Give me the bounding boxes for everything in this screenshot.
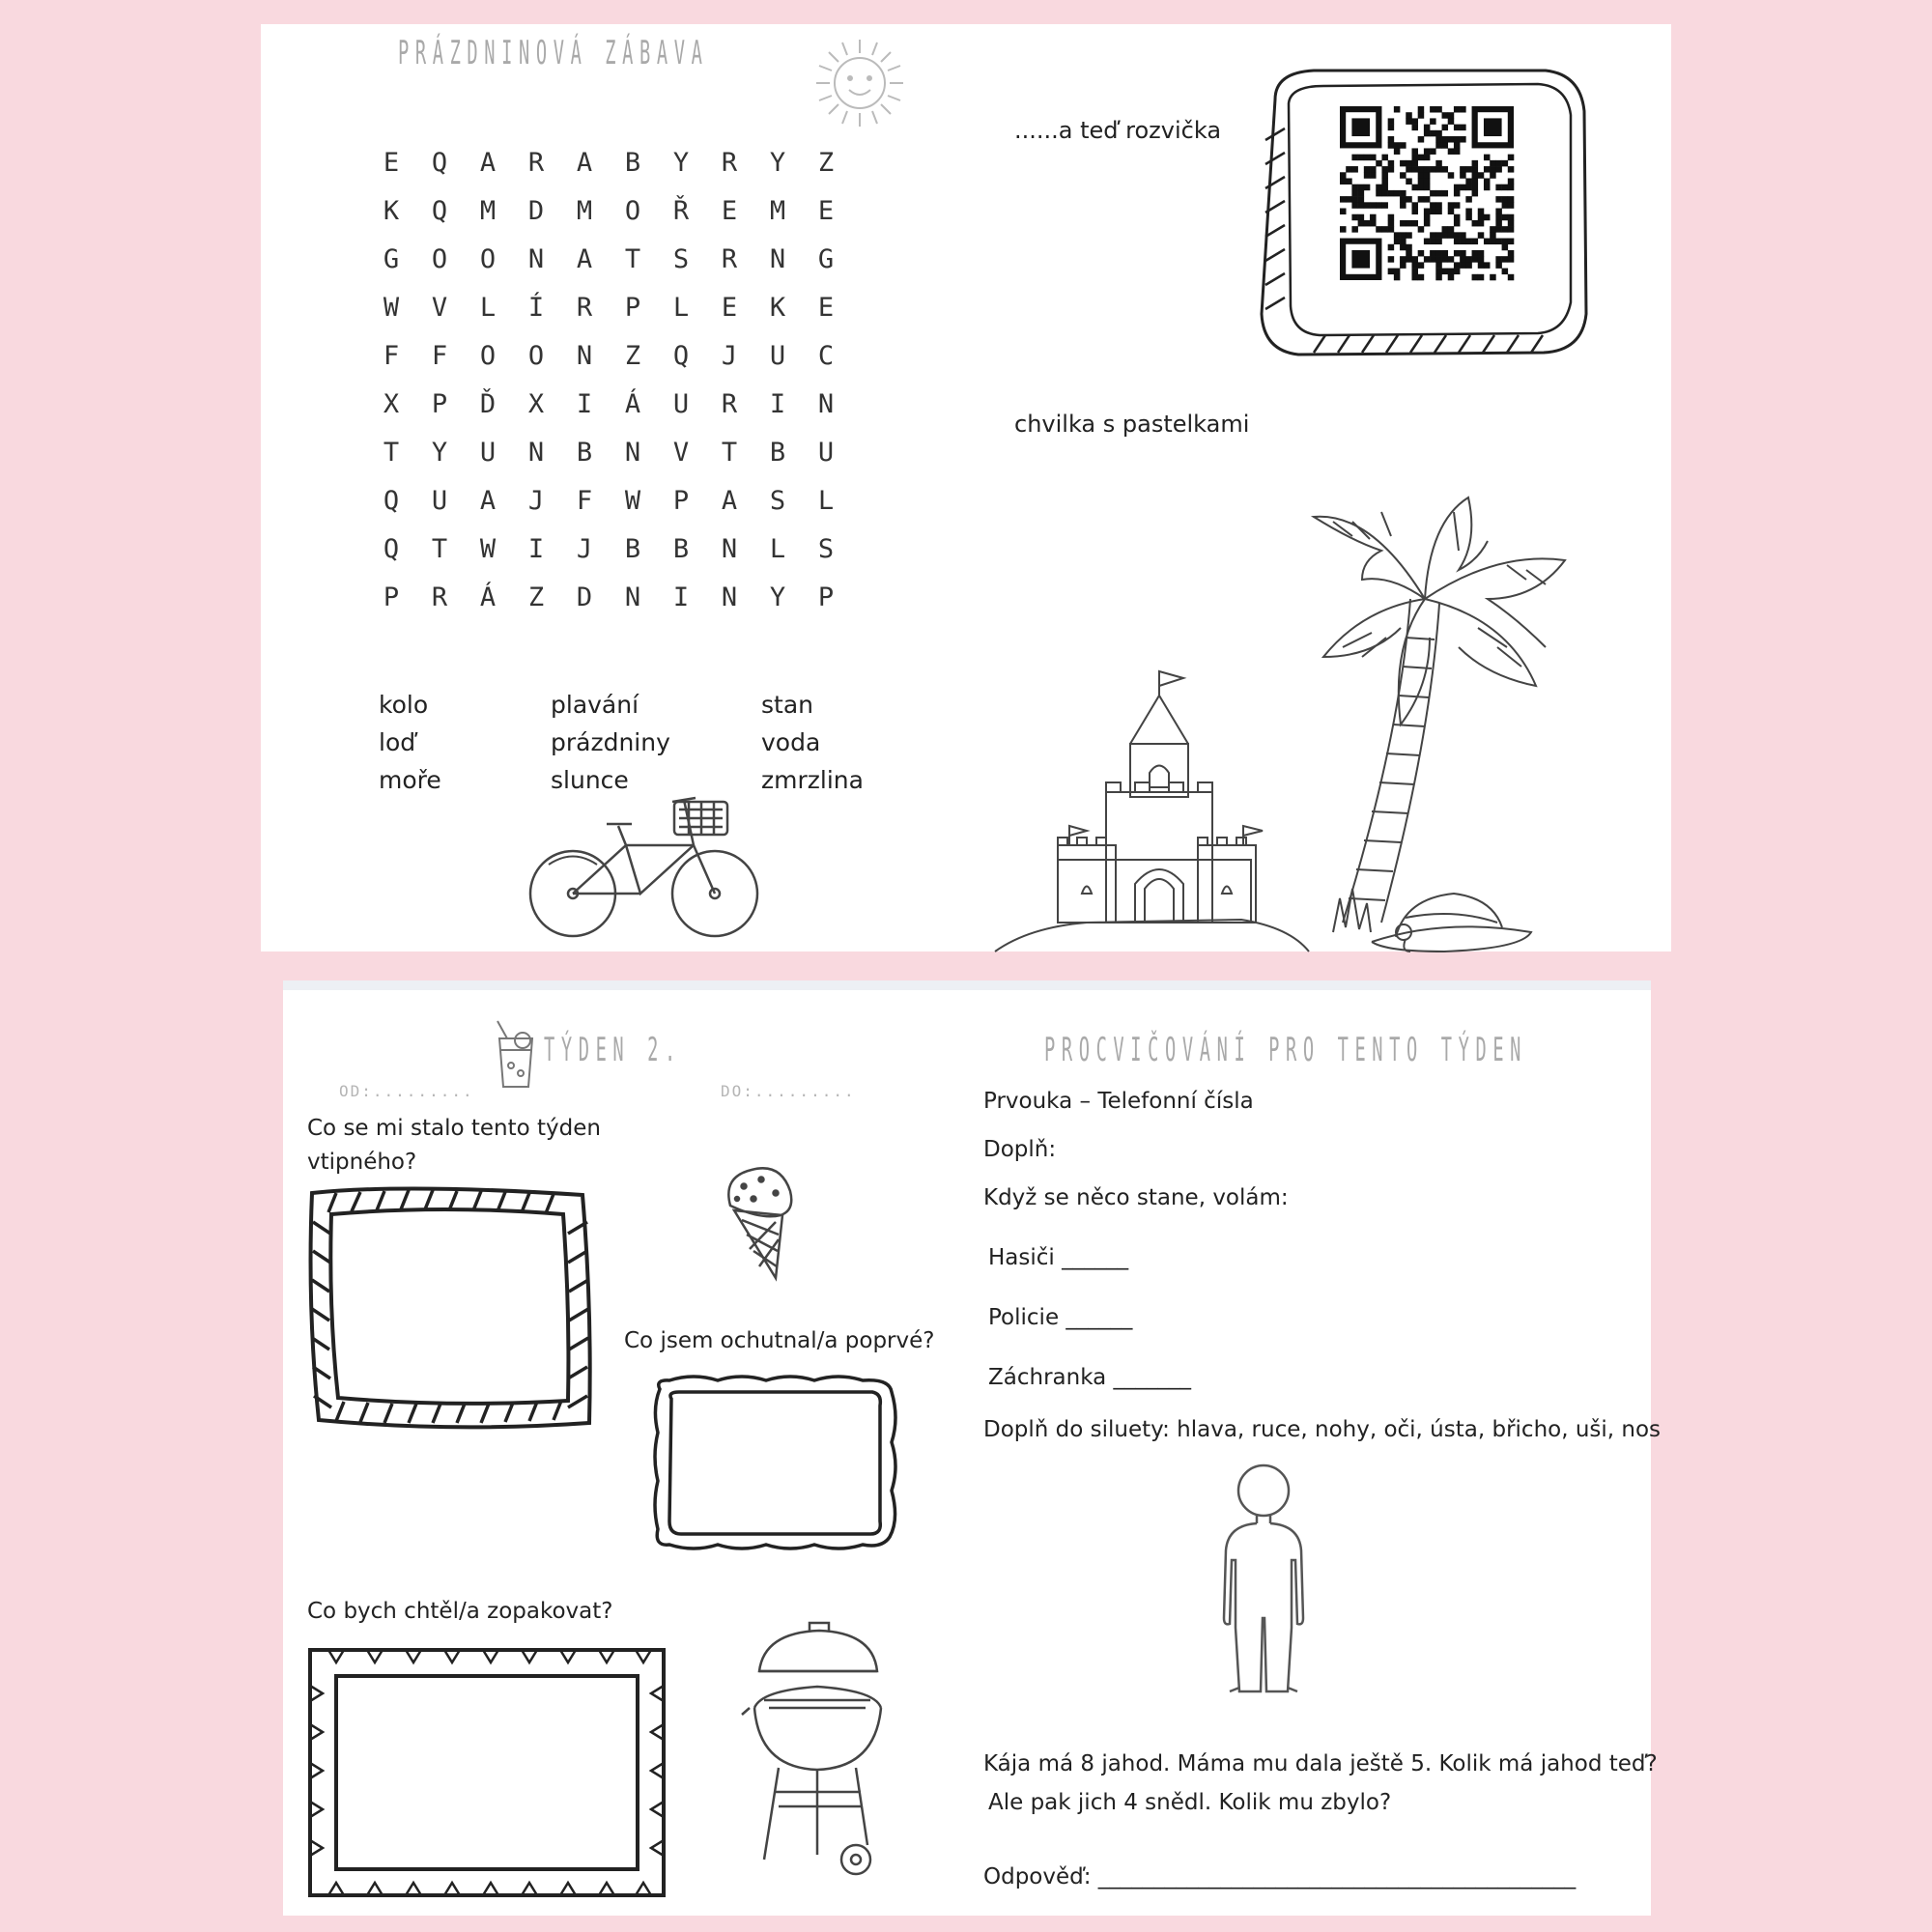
word-list-col3 — [761, 686, 864, 799]
grid-row — [367, 486, 850, 534]
grid-cell[interactable]: V — [672, 438, 690, 468]
grid-row — [367, 244, 850, 293]
word-item: zmrzlina — [761, 766, 864, 794]
sun-hat-illustration — [1328, 879, 1560, 956]
grid-cell[interactable]: W — [479, 534, 497, 564]
grid-cell[interactable]: U — [817, 438, 835, 468]
word-problem-line2: Ale pak jich 4 snědl. Kolik mu zbylo? — [988, 1790, 1392, 1815]
grid-cell[interactable]: Í — [527, 293, 545, 323]
grid-cell[interactable]: U — [769, 341, 786, 371]
grid-cell[interactable]: L — [479, 293, 497, 323]
silueta-instruction: Doplň do siluety: hlava, ruce, nohy, oči, ústa, břicho, uši, nos — [983, 1417, 1662, 1442]
week-title: TÝDEN 2. — [544, 1031, 682, 1069]
grid-cell[interactable]: U — [431, 486, 448, 516]
answer-box-taste[interactable] — [650, 1375, 901, 1553]
grid-cell[interactable]: R — [721, 148, 738, 178]
grid-cell[interactable]: L — [817, 486, 835, 516]
grid-cell[interactable]: O — [431, 244, 448, 274]
grid-cell[interactable]: Á — [624, 389, 641, 419]
grid-row — [367, 389, 850, 438]
grid-cell[interactable]: N — [721, 534, 738, 564]
grid-cell[interactable]: W — [383, 293, 400, 323]
grid-cell[interactable]: N — [576, 341, 593, 371]
grid-cell[interactable]: I — [769, 389, 786, 419]
grid-cell[interactable]: R — [576, 293, 593, 323]
word-item: moře — [379, 766, 441, 794]
grid-cell[interactable]: W — [624, 486, 641, 516]
grid-cell[interactable]: P — [817, 582, 835, 612]
ice-cream-icon — [723, 1162, 795, 1283]
grid-cell[interactable]: D — [576, 582, 593, 612]
grid-cell[interactable]: E — [817, 293, 835, 323]
grid-cell[interactable]: Y — [672, 148, 690, 178]
grid-cell[interactable]: I — [672, 582, 690, 612]
grid-cell[interactable]: J — [721, 341, 738, 371]
grid-cell[interactable]: K — [383, 196, 400, 226]
grid-cell[interactable]: E — [721, 196, 738, 226]
grid-cell[interactable]: T — [721, 438, 738, 468]
grid-cell[interactable]: T — [624, 244, 641, 274]
page-title: PRÁZDNINOVÁ ZÁBAVA — [398, 34, 709, 72]
grid-cell[interactable]: I — [527, 534, 545, 564]
grid-cell[interactable]: Q — [383, 534, 400, 564]
grid-cell[interactable]: D — [527, 196, 545, 226]
word-problem-line1: Kája má 8 jahod. Máma mu dala ještě 5. Kolik má jahod teď? — [983, 1751, 1658, 1776]
human-silhouette-figure[interactable] — [1220, 1463, 1307, 1695]
grid-row — [367, 341, 850, 389]
grid-cell[interactable]: Y — [769, 582, 786, 612]
word-item: kolo — [379, 691, 429, 719]
grid-cell[interactable]: A — [576, 244, 593, 274]
answer-box-repeat[interactable] — [307, 1647, 667, 1900]
grid-cell[interactable]: Á — [479, 582, 497, 612]
grid-cell[interactable]: N — [624, 438, 641, 468]
grid-cell[interactable]: B — [624, 148, 641, 178]
grid-cell[interactable]: Z — [527, 582, 545, 612]
grid-cell[interactable]: T — [431, 534, 448, 564]
worksheet-bottom — [283, 980, 1662, 1916]
grid-row — [367, 534, 850, 582]
grid-cell[interactable]: U — [479, 438, 497, 468]
grid-cell[interactable]: E — [383, 148, 400, 178]
answer-field[interactable]: Odpověď: ___________________________________________ — [983, 1864, 1577, 1889]
grid-row — [367, 582, 850, 631]
grid-cell[interactable]: E — [817, 196, 835, 226]
policie-field[interactable]: Policie ______ — [988, 1305, 1133, 1330]
grid-cell[interactable]: Q — [431, 148, 448, 178]
word-item: voda — [761, 728, 821, 756]
pastelky-label: chvilka s pastelkami — [1014, 411, 1250, 438]
grid-cell[interactable]: Z — [624, 341, 641, 371]
grid-cell[interactable]: F — [576, 486, 593, 516]
grid-row — [367, 148, 850, 196]
grid-cell[interactable]: U — [672, 389, 690, 419]
grid-cell[interactable]: Z — [817, 148, 835, 178]
sun-icon — [807, 30, 913, 136]
word-search-grid — [367, 148, 850, 631]
grid-cell[interactable]: O — [624, 196, 641, 226]
bicycle-icon — [529, 792, 761, 942]
grid-cell[interactable]: P — [672, 486, 690, 516]
grid-row — [367, 196, 850, 244]
grid-cell[interactable]: O — [479, 244, 497, 274]
answer-box-funny[interactable] — [307, 1183, 597, 1435]
grid-cell[interactable]: S — [769, 486, 786, 516]
grid-cell[interactable]: P — [624, 293, 641, 323]
grid-cell[interactable]: G — [817, 244, 835, 274]
grid-cell[interactable]: A — [576, 148, 593, 178]
grid-cell[interactable]: V — [431, 293, 448, 323]
lemonade-glass-icon — [494, 1019, 537, 1092]
grid-cell[interactable]: Ř — [672, 196, 690, 226]
grid-row — [367, 293, 850, 341]
grid-cell[interactable]: M — [576, 196, 593, 226]
grid-cell[interactable]: B — [769, 438, 786, 468]
grill-icon — [750, 1623, 885, 1889]
question-taste: Co jsem ochutnal/a poprvé? — [624, 1328, 935, 1353]
prvouka-heading: Prvouka – Telefonní čísla — [983, 1089, 1254, 1114]
dopln-label: Doplň: — [983, 1137, 1057, 1162]
grid-cell[interactable]: O — [479, 341, 497, 371]
practice-title: PROCVIČOVÁNÍ PRO TENTO TÝDEN — [1044, 1031, 1528, 1069]
grid-cell[interactable]: Q — [383, 486, 400, 516]
word-item: stan — [761, 691, 813, 719]
sand-castle-illustration — [990, 667, 1319, 956]
worksheet-top — [261, 24, 1671, 952]
grid-cell[interactable]: N — [721, 582, 738, 612]
word-list-col1 — [379, 686, 441, 799]
grid-cell[interactable]: B — [576, 438, 593, 468]
grid-cell[interactable]: B — [624, 534, 641, 564]
grid-cell[interactable]: O — [527, 341, 545, 371]
grid-cell[interactable]: N — [527, 438, 545, 468]
grid-cell[interactable]: G — [383, 244, 400, 274]
grid-cell[interactable]: L — [672, 293, 690, 323]
grid-cell[interactable]: A — [479, 486, 497, 516]
qr-code[interactable] — [1340, 106, 1514, 280]
word-item: prázdniny — [551, 728, 670, 756]
question-funny-line1: Co se mi stalo tento týden — [307, 1116, 601, 1141]
grid-cell[interactable]: M — [479, 196, 497, 226]
grid-cell[interactable]: R — [431, 582, 448, 612]
grid-cell[interactable]: I — [576, 389, 593, 419]
zachranka-field[interactable]: Záchranka _______ — [988, 1365, 1192, 1390]
grid-cell[interactable]: F — [431, 341, 448, 371]
grid-cell[interactable]: A — [479, 148, 497, 178]
grid-cell[interactable]: A — [721, 486, 738, 516]
grid-cell[interactable]: R — [721, 244, 738, 274]
grid-cell[interactable]: N — [817, 389, 835, 419]
grid-cell[interactable]: X — [527, 389, 545, 419]
word-item: slunce — [551, 766, 629, 794]
grid-cell[interactable]: K — [769, 293, 786, 323]
grid-cell[interactable]: S — [672, 244, 690, 274]
grid-cell[interactable]: Q — [672, 341, 690, 371]
word-item: loď — [379, 728, 416, 756]
grid-cell[interactable]: J — [576, 534, 593, 564]
grid-cell[interactable]: Y — [431, 438, 448, 468]
grid-cell[interactable]: M — [769, 196, 786, 226]
grid-cell[interactable]: E — [721, 293, 738, 323]
grid-cell[interactable]: T — [383, 438, 400, 468]
date-from: OD:......... — [339, 1082, 474, 1100]
grid-cell[interactable]: J — [527, 486, 545, 516]
grid-cell[interactable]: L — [769, 534, 786, 564]
grid-cell[interactable]: N — [527, 244, 545, 274]
grid-cell[interactable]: P — [431, 389, 448, 419]
grid-cell[interactable]: F — [383, 341, 400, 371]
grid-cell[interactable]: N — [624, 582, 641, 612]
grid-cell[interactable]: N — [769, 244, 786, 274]
kdyz-label: Když se něco stane, volám: — [983, 1185, 1289, 1210]
grid-cell[interactable]: Y — [769, 148, 786, 178]
question-repeat: Co bych chtěl/a zopakovat? — [307, 1599, 613, 1624]
grid-row — [367, 438, 850, 486]
grid-cell[interactable]: Ď — [479, 389, 497, 419]
grid-cell[interactable]: X — [383, 389, 400, 419]
grid-cell[interactable]: P — [383, 582, 400, 612]
word-item: plavání — [551, 691, 639, 719]
grid-cell[interactable]: R — [527, 148, 545, 178]
grid-cell[interactable]: B — [672, 534, 690, 564]
hasici-field[interactable]: Hasiči ______ — [988, 1245, 1129, 1270]
question-funny-line2: vtipného? — [307, 1150, 417, 1175]
word-list-col2 — [551, 686, 670, 799]
grid-cell[interactable]: Q — [431, 196, 448, 226]
date-to: DO:......... — [721, 1082, 856, 1100]
grid-cell[interactable]: S — [817, 534, 835, 564]
rozvicka-label: ......a teď rozvička — [1014, 117, 1222, 144]
grid-cell[interactable]: R — [721, 389, 738, 419]
grid-cell[interactable]: C — [817, 341, 835, 371]
